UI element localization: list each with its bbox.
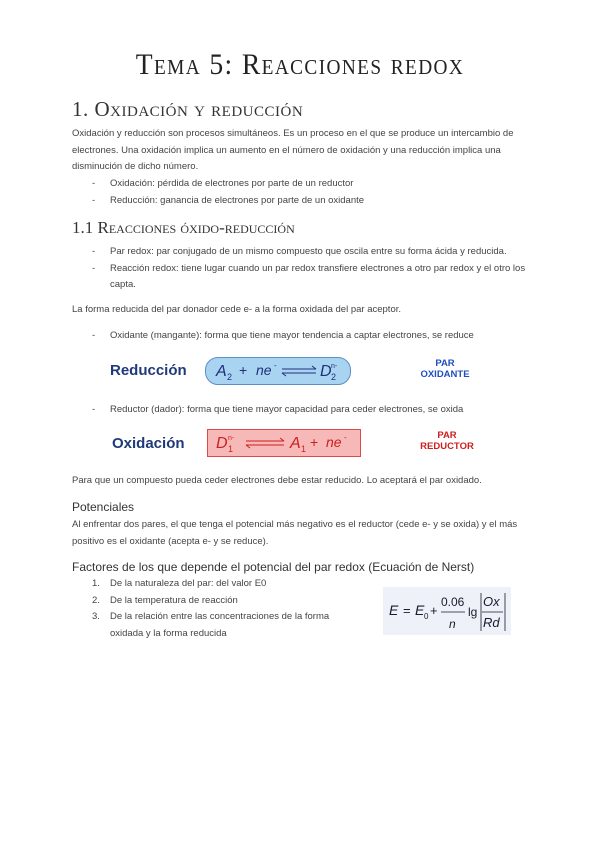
reduction-equation-svg [206,358,350,384]
svg-text:Ox: Ox [483,594,500,609]
svg-text:n: n [449,617,456,631]
oxidant-bullet [92,328,532,345]
svg-text:1: 1 [301,444,307,454]
oxidation-equation [207,429,361,457]
factores-heading: Factores de los que depende el potencial del par redox (Ecuación de Nerst) [72,560,475,574]
svg-text:+: + [310,434,319,450]
svg-text:=: = [403,603,411,618]
svg-text:lg: lg [468,605,478,619]
list-item: 1. De la naturaleza del par: del valor E0 [92,578,267,589]
potenciales-heading: Potenciales [72,500,135,514]
equilibrium-arrow-icon [246,438,284,448]
list-item: 3. De la relación entre las concentraciones de la forma oxidada y la forma reducida [92,611,330,639]
oxidation-right-species: A [290,435,301,452]
par-reductor-tag: PAR REDUCTOR [420,430,474,452]
section11-paragraph: La forma reducida del par donador cede e- a la forma oxidada del par aceptor. [72,304,402,315]
nerst-equation [383,587,511,635]
nerst-equation-svg [383,587,511,635]
reduction-electron: ne [256,362,272,378]
svg-text:0: 0 [424,612,429,621]
section11-bullets [92,244,532,294]
closing-paragraph: Para que un compuesto pueda ceder electrones debe estar reducido. Lo aceptará el par oxidado. [72,475,482,486]
page-title: Tema 5: Reacciones redox [135,48,465,81]
oxidation-left-species: D [216,435,228,452]
section-heading-reacciones: 1.1 Reacciones óxido-reducción [72,218,295,237]
reduction-equation [205,357,351,385]
svg-text:E: E [415,602,425,618]
list-item: - Oxidante (mangante): forma que tiene mayor tendencia a captar electrones, se reduce [92,328,532,345]
svg-text:Rd: Rd [483,615,500,630]
svg-text:-: - [274,361,277,370]
section1-bullets [92,176,532,209]
oxidation-electron: ne [326,434,342,450]
reduction-right-species: D [320,363,332,380]
oxidation-equation-svg [208,430,360,456]
svg-text:n-: n- [331,363,338,370]
list-item: - Reductor (dador): forma que tiene mayor capacidad para ceder electrones, se oxida [92,402,532,419]
equilibrium-arrow-icon [282,366,316,376]
section1-paragraph: Oxidación y reducción son procesos simultáneos. Es un proceso en el que se produce un intercambio de electrones. Una oxidación implica un aumento en el número de oxidación y una reducción implica una disminución de dicho número. [72,128,514,172]
svg-text:+: + [430,603,438,618]
svg-text:+: + [239,362,248,378]
svg-text:1: 1 [228,444,234,454]
svg-text:0.06: 0.06 [441,595,465,609]
list-item: - Par redox: par conjugado de un mismo compuesto que oscila entre su forma ácida y reducida. [92,244,532,261]
reductor-bullet [92,402,532,419]
par-oxidante-tag: PAR OXIDANTE [420,358,470,380]
list-item: - Oxidación: pérdida de electrones por parte de un reductor [92,176,532,193]
reduction-label: Reducción [110,362,187,379]
list-item: - Reacción redox: tiene lugar cuando un par redox transfiere electrones a otro par redox y el otro los capta. [92,261,532,294]
list-item: - Reducción: ganancia de electrones por parte de un oxidante [92,193,532,210]
svg-text:E: E [389,602,399,618]
svg-text:-: - [344,433,347,442]
svg-text:2: 2 [227,372,233,382]
svg-text:n-: n- [228,435,235,442]
svg-text:2: 2 [331,372,337,382]
section-heading-oxidacion: 1. Oxidación y reducción [72,97,304,121]
factores-list [92,576,362,642]
reduction-left-species: A [216,363,227,380]
list-item: 2. De la temperatura de reacción [92,594,238,606]
potenciales-paragraph: Al enfrentar dos pares, el que tenga el potencial más negativo es el reductor (cede e- y se oxida) y el más positivo es el oxidante (acepta e- y se reduce). [72,519,518,547]
oxidation-label: Oxidación [112,435,185,452]
